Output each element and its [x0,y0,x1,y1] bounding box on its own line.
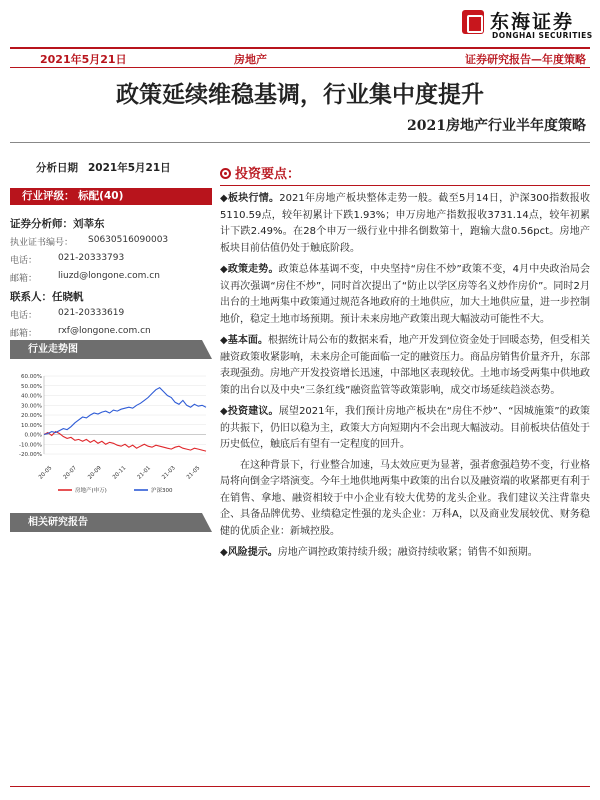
y-tick-label: 10.00% [21,422,42,429]
highlight-text: 根据统计局公布的数据来看，地产开发到位资金处于回暖态势，但受相关融资政策收紧影响，未来房企可能面临一定的融资压力。商品房销售价量齐升，东部表现强劲。房地产开发投资增长迅速，中部地区表现较优。土地市场受两集中供地政策的出台以及中央“三条红线”融资监管等政策影响，成交市场延续趋淡态势。 [220,335,591,396]
y-tick-label: 30.00% [21,403,42,410]
info-value: 021-20333619 [58,308,125,318]
x-tick-label: 21-05 [185,465,202,481]
y-tick-label: 60.00% [21,374,42,380]
recommendation-paragraph: 在这种背景下，行业整合加速，马太效应更为显著，强者愈强趋势不变，行业格局将向倒金字塔演变。今年土地供地两集中政策的出台以及融资端的收紧都更有利于在销售、拿地、融资相较于中小企业有较大优势的龙头企业。我们建议关注背靠央企、具备品牌优势、业绩稳定性强的龙头企业：万科A，以及商业发展较优、财务稳健的优质企业：新城控股。 [220,459,590,537]
header-date: 2021年5月21日 [40,53,127,66]
info-label: 邮箱： [10,274,38,284]
analyst-name: 证券分析师：刘莘东 [10,218,105,230]
highlight-text: 房地产调控政策持续升级；融资持续收紧；销售不如预期。 [277,547,538,558]
x-tick-label: 20-07 [62,465,79,481]
header-top-rule [10,47,590,49]
y-tick-label: -20.00% [19,452,42,458]
y-tick-label: 40.00% [21,393,42,400]
header-sector: 房地产 [234,53,267,66]
legend-label: 沪深300 [151,488,173,494]
highlight-lead: 风险提示。 [227,547,278,558]
header-bottom-rule [10,67,590,68]
highlight-text: 政策总体基调不变，中央坚持“房住不炒”政策不变，4月中央政治局会议再次强调“房住不炒”，同时首次提出了“防止以学区房等名义炒作房价”。同时2月出台的土地两集中政策通过规范各地政府的土地供应，加大土地供应量，进一步控制地价，稳定土地市场预期。预计未来房地产政策出现大幅波动可能性不大。 [220,264,590,325]
report-title: 政策延续维稳基调，行业集中度提升 [116,81,484,108]
chart-lines [44,388,206,451]
chart-y-ticks [19,374,42,458]
info-value: 021-20333793 [58,253,125,263]
contact-info-row [10,308,212,322]
header-report-type: 证券研究报告—年度策略 [465,53,586,66]
donghai-logo-icon [462,10,484,34]
investment-highlights [220,163,590,562]
analysis-date [10,160,212,180]
logo-chinese-name: 东海证券 [490,11,575,33]
investment-heading [220,163,590,183]
analysis-date-label: 分析日期 [36,162,78,174]
left-sidebar [10,160,212,340]
analyst-info-row [10,235,212,249]
info-value: liuzd@longone.com.cn [58,271,160,281]
footer-rule [10,786,590,787]
investment-heading-text: 投资要点： [235,167,301,182]
analyst-info-row [10,253,212,267]
highlight-market: ◆板块行情。2021年房地产板块整体走势一般。截至5月14日，沪深300指数报收5110.59点，较年初累计下跌1.93%；申万房地产指数报收3731.14点，较年初累计下跌2.49%。在28个申万一级行业中排名倒数第十，跑输大盘0.56pct。房地产板块目前估值仍处于触底阶段。 [220,193,591,254]
highlight-recommendation: ◆投资建议。展望2021年，我们预计房地产板块在“房住不炒”、“因城施策”的政策的共振下，仍旧以稳为主，政策大方向短期内不会出现大幅波动。目前板块估值处于历史低位，触底后有望有一定程度的回升。 [220,406,591,450]
info-label: 电话： [10,256,38,266]
chart-x-ticks [38,465,202,481]
industry-trend-chart [10,368,212,504]
donghai-logo [462,6,592,42]
contact-info-row [10,326,212,340]
report-subtitle: 2021房地产行业半年度策略 [407,118,586,134]
legend-label: 房地产(申万) [75,488,107,494]
highlight-text: 展望2021年，我们预计房地产板块在“房住不炒”、“因城施策”的政策的共振下，仍旧以稳为主，政策大方向短期内不会出现大幅波动。目前板块估值处于历史低位，触底后有望有一定程度的回升。 [220,406,591,450]
y-tick-label: 20.00% [21,413,42,419]
logo-english-name: DONGHAI SECURITIES [492,31,593,40]
analysis-date-value: 2021年5月21日 [88,162,171,174]
info-label: 执业证书编号： [10,238,74,248]
highlight-text: 2021年房地产板块整体走势一般。截至5月14日，沪深300指数报收5110.59点，较年初累计下跌1.93%；申万房地产指数报收3731.14点，较年初累计下跌2.49%。在28个申万一级行业中排名倒数第十，跑输大盘0.56pct。房地产板块目前估值仍处于触底阶段。 [220,193,591,254]
info-value: S0630516090003 [88,235,169,245]
y-tick-label: 50.00% [21,383,42,390]
x-tick-label: 20-05 [37,465,54,481]
y-tick-label: -10.00% [19,442,42,449]
trend-section-bar: 行业走势图 [10,340,212,359]
title-divider [10,142,590,143]
contact-name: 联系人：任晓帆 [10,291,84,303]
info-label: 邮箱： [10,329,38,339]
bullseye-icon [220,168,231,179]
analyst-info-row [10,271,212,285]
x-tick-label: 20-11 [111,465,128,481]
series-line [44,388,206,435]
chart-grid [44,376,206,454]
highlight-lead: 板块行情。 [227,193,280,204]
highlight-risk: ◆风险提示。房地产调控政策持续升级；融资持续收紧；销售不如预期。 [220,547,538,558]
x-tick-label: 21-01 [136,465,153,481]
x-tick-label: 21-03 [161,465,177,481]
highlight-lead: 基本面。 [227,335,269,346]
highlight-lead: 投资建议。 [227,406,279,417]
x-tick-label: 20-09 [87,465,103,481]
info-label: 电话： [10,311,38,321]
industry-rating: 行业评级： 标配(40) [10,188,212,205]
highlight-lead: 政策走势。 [227,264,279,275]
highlight-fundamentals: ◆基本面。根据统计局公布的数据来看，地产开发到位资金处于回暖态势，但受相关融资政策收紧影响，未来房企可能面临一定的融资压力。商品房销售价量齐升，东部表现强劲。房地产开发投资增长迅速，中部地区表现较优。土地市场受两集中供地政策的出台以及中央“三条红线”融资监管等政策影响，成交市场延续趋淡态势。 [220,335,591,396]
info-value: rxf@longone.com.cn [58,326,151,336]
y-tick-label: 0.00% [24,432,42,439]
highlight-policy: ◆政策走势。政策总体基调不变，中央坚持“房住不炒”政策不变，4月中央政治局会议再次强调“房住不炒”，同时首次提出了“防止以学区房等名义炒作房价”。同时2月出台的土地两集中政策通过规范各地政府的土地供应，加大土地供应量，进一步控制地价，稳定土地市场预期。预计未来房地产政策出现大幅波动可能性不大。 [220,264,590,325]
related-reports-bar: 相关研究报告 [10,513,212,532]
chart-legend [58,486,173,494]
